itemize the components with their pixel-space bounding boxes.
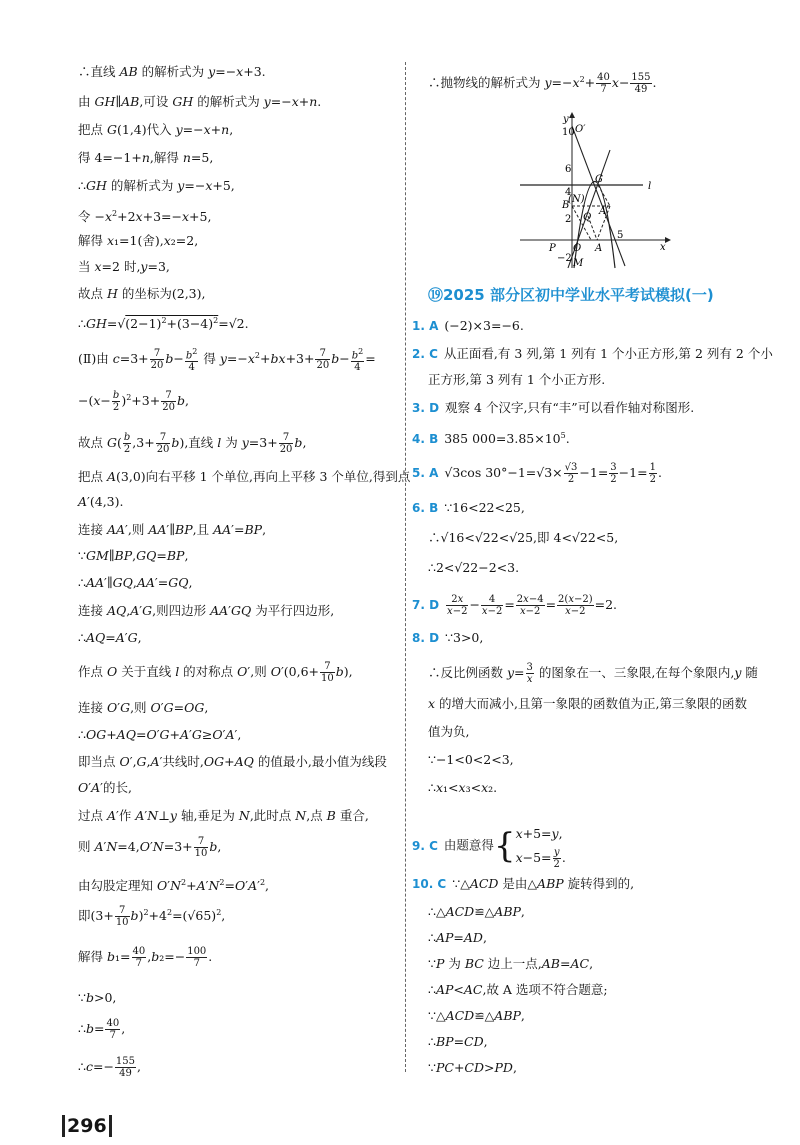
left-line-2: 由 GH∥AB,可设 GH 的解析式为 y=−x+n.: [78, 94, 322, 109]
section-title: ⑲2025 部分区初中学业水平考试模拟(一): [428, 286, 714, 304]
right-line-parabola: ∴抛物线的解析式为 $y=-x^2+$ $\frac{40}{7}$ x− $\frac{155}{49}$ .: [428, 72, 657, 96]
label-q: Q: [583, 212, 592, 223]
left-line-25: O′A′的长,: [78, 780, 132, 795]
y-axis-arrow: [569, 112, 575, 118]
answer-4: 4. B 385 $000=3.85\times 10^5$.: [412, 431, 570, 447]
tick-y2: 2: [565, 214, 572, 225]
label-a: A: [595, 243, 603, 254]
left-line-9: 故点 H 的坐标为(2,3),: [78, 286, 206, 301]
left-line-24: 即当点 O′,G,A′共线时,OG+AQ 的值最小,最小值为线段: [78, 754, 387, 769]
answer-5: 5. A √3cos 30°−1=√3× $\frac{√3}{2}$ −1= $\frac{3}{2}$ −1= $\frac{1}{2}$ .: [412, 462, 662, 485]
label-n: (N): [568, 194, 585, 205]
label-m: M: [573, 258, 584, 269]
left-line-11: (Ⅱ)由 c=3+ $\frac{7}{20}$ b− $\frac{b^2}{4}$ 得 $y=-x^2+bx+3+$ $\frac{7}{20}$ b− $\frac{b^2}{4}$ =: [78, 347, 376, 374]
answer-6: 6. B ∵16<22<25,: [412, 500, 525, 515]
answer-10: 10. C ∵△ACD 是由△ABP 旋转得到的,: [412, 876, 635, 891]
left-line-26: 过点 A′作 A′N⊥y 轴,垂足为 N,此时点 N,点 B 重合,: [78, 808, 369, 823]
answer-8-line6: ∴x₁<x₃<x₂.: [428, 780, 498, 795]
tick-y10: 10: [562, 127, 575, 138]
label-o: O: [573, 243, 582, 254]
left-line-19: 连接 AQ,A′G,则四边形 AA′GQ 为平行四边形,: [78, 603, 335, 618]
left-line-3: 把点 G(1,4)代入 y=−x+n,: [78, 122, 234, 137]
tick-y-neg2: −2: [557, 253, 572, 264]
answer-1: 1. A (−2)×3=−6.: [412, 318, 524, 333]
label-p: P: [549, 243, 556, 254]
label-x-axis: x: [660, 242, 666, 253]
left-line-4: 得 4=−1+n,解得 n=5,: [78, 150, 214, 165]
left-line-33: ∴c=− $\frac{155}{49}$ ,: [78, 1056, 141, 1079]
left-line-12: −(x− $\frac{b}{2}$ )$^2$+3+ $\frac{7}{20}$ b,: [78, 390, 189, 414]
left-line-31: ∵b>0,: [78, 990, 117, 1005]
label-a-prime: A′: [599, 206, 609, 217]
dashed-ga: [598, 185, 610, 206]
left-line-23: ∴OG+AQ=O′G+A′G≥O′A′,: [78, 727, 242, 742]
answer-6-line3: ∴2<√22−2<3.: [428, 560, 520, 575]
answer-8-line5: ∵−1<0<2<3,: [428, 752, 514, 767]
answer-10-line2: ∴△ACD≌△ABP,: [428, 904, 525, 919]
answer-10-line7: ∴BP=CD,: [428, 1034, 488, 1049]
left-line-22: 连接 O′G,则 O′G=OG,: [78, 700, 209, 715]
tick-x5: 5: [617, 230, 624, 241]
parabola-graph: [515, 110, 675, 270]
answer-6-line2: ∴√16<√22<√25,即 4<√22<5,: [428, 530, 619, 545]
answer-8-line4: 值为负,: [428, 724, 470, 739]
left-line-18: ∴AA′∥GQ,AA′=GQ,: [78, 575, 193, 590]
left-line-10: $\therefore GH=√(2-1)^2+(3-4)^2=√2$.: [78, 316, 249, 332]
left-line-14: 把点 A(3,0)向右平移 1 个单位,再向上平移 3 个单位,得到点: [78, 469, 411, 484]
left-line-20: ∴AQ=A′G,: [78, 630, 142, 645]
left-line-30: 解得 b₁= $\frac{40}{7}$ ,b₂=− $\frac{100}{7}$ .: [78, 946, 213, 969]
label-g: G: [595, 174, 603, 185]
answer-3: 3. D 观察 4 个汉字,只有“丰”可以看作轴对称图形.: [412, 400, 695, 415]
answer-7: 7. D $\frac{2x}{x-2}$ − $\frac{4}{x-2}$ = $\frac{2x-4}{x-2}$ = $\frac{2(x-2)}{x-2}$ =2.: [412, 594, 618, 617]
answer-10-line3: ∴AP=AD,: [428, 930, 487, 945]
left-line-27: 则 A′N=4,O′N=3+ $\frac{7}{10}$ b,: [78, 836, 222, 859]
left-line-21: 作点 O 关于直线 l 的对称点 O′,则 O′(0,6+ $\frac{7}{10}$ b),: [78, 661, 353, 684]
x-axis-arrow: [665, 237, 671, 243]
left-line-13: 故点 G( $\frac{b}{2}$ ,3+ $\frac{7}{20}$ b),直线 l 为 y=3+ $\frac{7}{20}$ b,: [78, 432, 307, 455]
tick-y6: 6: [565, 164, 572, 175]
left-line-6: 令 $-x^2+2x+3=-x+5$,: [78, 209, 212, 225]
answer-8-line2: ∴反比例函数 y= $\frac{3}{x}$ 的图象在一、三象限,在每个象限内,y 随: [428, 662, 758, 685]
answer-10-line8: ∵PC+CD>PD,: [428, 1060, 517, 1075]
answer-9: 9. C 由题意得{x+5=y, x−5= $\frac{y}{2}$ .: [412, 826, 566, 870]
left-line-29: 即(3+ $\frac{7}{10}$ $b)^2+4^2=(√65)^2$,: [78, 905, 226, 929]
answer-2-cont: 正方形,第 3 列有 1 个小正方形.: [428, 372, 606, 387]
left-line-32: ∴b= $\frac{40}{7}$ ,: [78, 1018, 126, 1041]
label-o-prime: O′: [575, 124, 586, 135]
answer-8-line3: x 的增大而减小,且第一象限的函数值为正,第三象限的函数: [428, 696, 747, 711]
left-line-15: A′(4,3).: [78, 494, 124, 509]
left-line-17: ∵GM∥BP,GQ=BP,: [78, 548, 189, 563]
left-line-28: 由勾股定理知 $O'N^2+A'N^2=O'A'^2$,: [78, 878, 270, 894]
answer-10-line4: ∵P 为 BC 边上一点,AB=AC,: [428, 956, 594, 971]
answer-2: 2. C 从正面看,有 3 列,第 1 列有 1 个小正方形,第 2 列有 2 个小: [412, 346, 773, 361]
answer-10-line6: ∵△ACD≌△ABP,: [428, 1008, 525, 1023]
page-number: 296: [62, 1115, 112, 1137]
label-l: l: [648, 181, 652, 192]
answer-8: 8. D ∵3>0,: [412, 630, 484, 645]
left-line-8: 当 x=2 时,y=3,: [78, 259, 170, 274]
label-b: B: [562, 200, 570, 211]
label-y-axis: y: [563, 114, 569, 125]
column-divider: [405, 62, 406, 1072]
left-line-1: ∴直线 AB 的解析式为 y=−x+3.: [78, 64, 266, 79]
left-line-5: ∴GH 的解析式为 y=−x+5,: [78, 178, 235, 193]
answer-10-line5: ∴AP<AC,故 A 选项不符合题意;: [428, 982, 608, 997]
left-line-16: 连接 AA′,则 AA′∥BP,且 AA′=BP,: [78, 522, 267, 537]
tick-y4: 4: [565, 187, 572, 198]
left-line-7: 解得 x₁=1(舍),x₂=2,: [78, 233, 199, 248]
